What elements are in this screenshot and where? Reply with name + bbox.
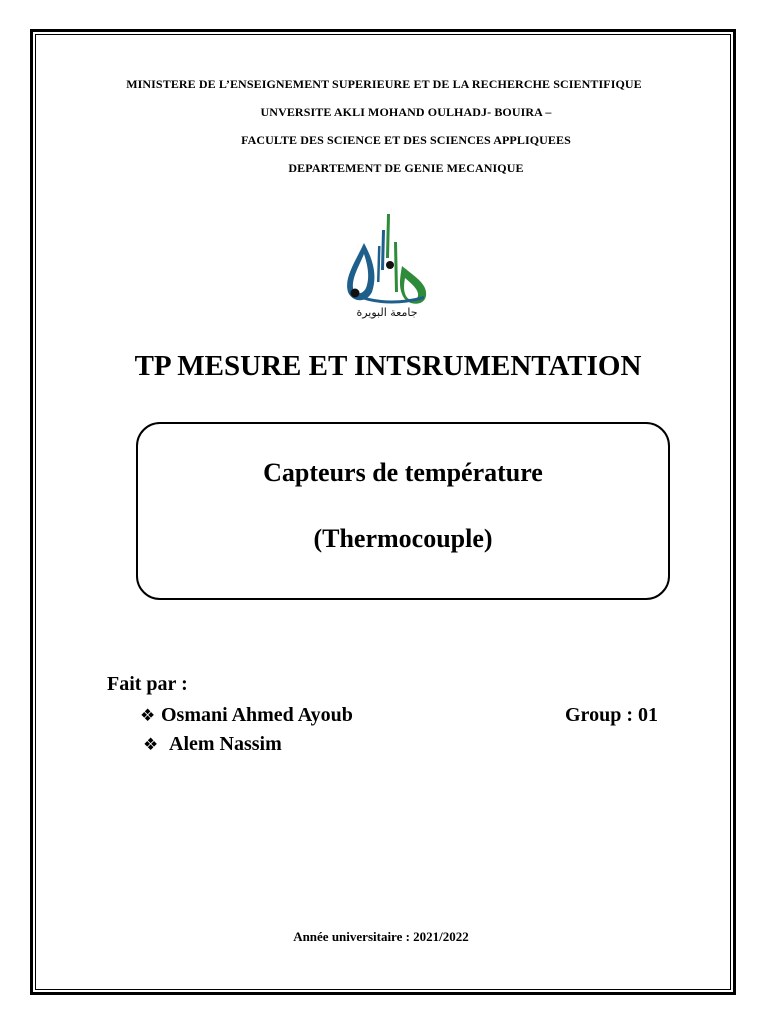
faculty-line: FACULTE DES SCIENCE ET DES SCIENCES APPLIQUEES	[241, 133, 571, 147]
ministry-line: MINISTERE DE L’ENSEIGNEMENT SUPERIEURE ET DE LA RECHERCHE SCIENTIFIQUE	[126, 77, 642, 91]
department-line: DEPARTEMENT DE GENIE MECANIQUE	[288, 161, 524, 175]
group-label: Group : 01	[565, 704, 658, 726]
author-name: Osmani Ahmed Ayoub	[161, 704, 353, 726]
academic-year: Année universitaire : 2021/2022	[293, 929, 469, 944]
subject-subtitle: (Thermocouple)	[313, 524, 493, 553]
bullet-icon: ❖	[143, 735, 159, 754]
subject-box	[136, 422, 670, 600]
author-name: Alem Nassim	[169, 733, 282, 755]
bullet-icon: ❖	[140, 706, 156, 725]
page-title: TP MESURE ET INTSRUMENTATION	[134, 350, 642, 382]
subject-title: Capteurs de température	[263, 458, 543, 487]
logo-caption: جامعة البويرة	[356, 306, 418, 319]
authors-label: Fait par :	[107, 673, 188, 695]
university-logo	[342, 208, 432, 320]
university-line: UNVERSITE AKLI MOHAND OULHADJ- BOUIRA –	[260, 105, 552, 119]
